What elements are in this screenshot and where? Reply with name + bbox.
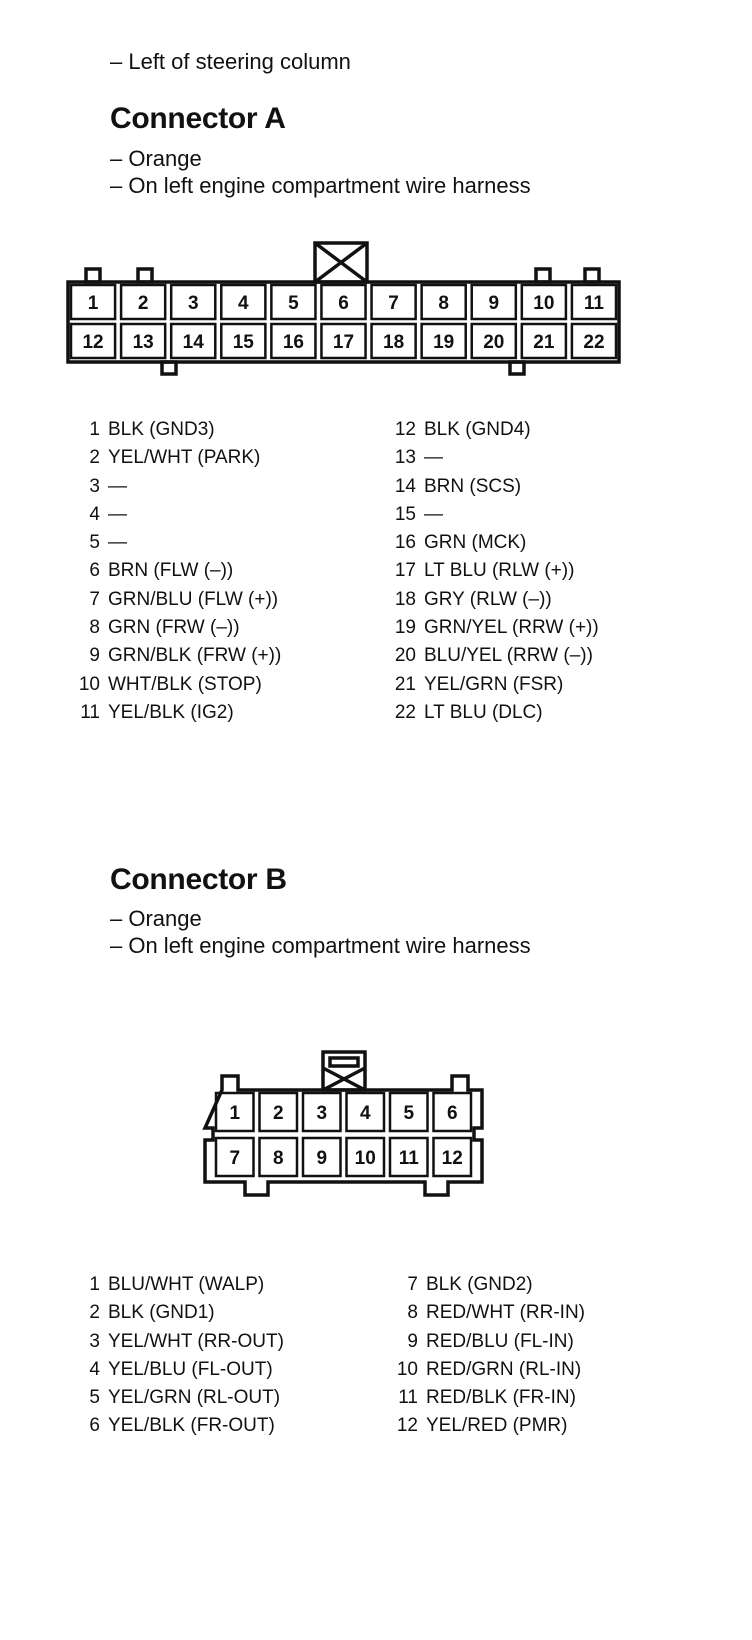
connector-a-tab xyxy=(585,269,599,282)
connector-a-pin-label: 13 xyxy=(132,332,154,353)
pin-description: — xyxy=(424,447,443,469)
pin-description: YEL/BLK (IG2) xyxy=(108,701,234,723)
pin-description: GRN/YEL (RRW (+)) xyxy=(424,617,599,639)
pin-description: YEL/WHT (PARK) xyxy=(108,447,261,469)
pin-number: 4 xyxy=(89,1358,100,1380)
connector-a-key xyxy=(162,362,176,374)
connector-a-pin-label: 2 xyxy=(137,293,149,314)
connector-b-pin-label: 3 xyxy=(316,1103,328,1124)
pin-number: 20 xyxy=(394,645,416,667)
connector-b-pin-label: 9 xyxy=(316,1148,328,1169)
pin-number: 11 xyxy=(80,701,100,723)
pin-description: YEL/RED (PMR) xyxy=(426,1415,568,1437)
connector-b-title: Connector B xyxy=(110,863,287,896)
pin-number: 22 xyxy=(394,701,416,723)
pin-number: 6 xyxy=(89,560,100,582)
pin-number: 2 xyxy=(89,447,100,469)
pin-row xyxy=(74,642,281,670)
pin-number: 2 xyxy=(89,1302,100,1324)
pin-row xyxy=(74,444,281,472)
pin-row xyxy=(392,529,599,557)
pin-number: 14 xyxy=(394,475,416,497)
pin-description: GRN/BLK (FRW (+)) xyxy=(108,645,282,667)
pin-number: 13 xyxy=(394,447,416,469)
pin-row xyxy=(392,614,599,642)
pin-row xyxy=(74,557,281,585)
pin-description: GRN (FRW (–)) xyxy=(108,617,240,639)
connector-b-pin-label: 1 xyxy=(229,1103,241,1124)
pin-description: — xyxy=(108,532,127,554)
connector-b-pin-label: 10 xyxy=(354,1148,376,1169)
connector-a-tab xyxy=(86,269,100,282)
connector-a-key xyxy=(510,362,524,374)
pin-row xyxy=(86,1299,284,1327)
pin-row xyxy=(86,1328,284,1356)
connector-a-pin-label: 11 xyxy=(583,293,605,314)
connector-b-pin-label: 2 xyxy=(272,1103,284,1124)
pin-description: GRY (RLW (–)) xyxy=(424,588,552,610)
pin-row xyxy=(74,416,281,444)
pin-number: 5 xyxy=(89,532,100,554)
pin-row xyxy=(74,501,281,529)
pin-number: 18 xyxy=(394,588,416,610)
connector-b-pins-left xyxy=(86,1271,284,1441)
pin-number: 1 xyxy=(89,1274,100,1295)
connector-b-pin-label: 11 xyxy=(398,1148,419,1169)
pin-description: WHT/BLK (STOP) xyxy=(108,673,262,695)
connector-a-pin-label: 6 xyxy=(338,293,349,314)
pin-description: RED/BLU (FL-IN) xyxy=(426,1330,574,1352)
connector-b-note-location: – On left engine compartment wire harness xyxy=(110,933,531,958)
connector-b-diagram xyxy=(0,1040,752,1210)
pin-description: LT BLU (RLW (+)) xyxy=(424,560,575,582)
pin-number: 1 xyxy=(89,419,100,440)
connector-a-title: Connector A xyxy=(110,102,286,135)
connector-b-pin-label: 12 xyxy=(441,1148,463,1169)
pin-description: YEL/GRN (RL-OUT) xyxy=(108,1387,281,1409)
pin-number: 3 xyxy=(89,1330,100,1352)
pin-number: 9 xyxy=(407,1330,418,1352)
connector-a-lock-cross xyxy=(315,243,367,282)
pin-row xyxy=(74,529,281,557)
connector-a-pins-left xyxy=(74,416,281,727)
connector-a-pin-label: 16 xyxy=(282,332,304,353)
pin-number: 17 xyxy=(394,560,416,582)
pin-row xyxy=(74,586,281,614)
connector-a-pin-label: 7 xyxy=(388,293,399,314)
pin-row xyxy=(392,444,599,472)
connector-b-pin-label: 8 xyxy=(272,1148,284,1169)
connector-a-pin-label: 21 xyxy=(533,332,555,353)
pin-number: 8 xyxy=(407,1302,418,1324)
pin-number: 10 xyxy=(78,673,100,695)
connector-a-diagram xyxy=(0,0,752,400)
pin-description: — xyxy=(108,475,127,497)
connector-a-pin-label: 19 xyxy=(433,332,455,353)
pin-description: YEL/WHT (RR-OUT) xyxy=(108,1330,284,1352)
pin-row xyxy=(74,671,281,699)
connector-a-pin-label: 4 xyxy=(238,293,249,314)
pin-description: LT BLU (DLC) xyxy=(424,701,543,723)
pin-row xyxy=(392,1412,585,1440)
pin-description: GRN (MCK) xyxy=(424,532,527,554)
pin-number: 8 xyxy=(89,617,100,639)
pin-number: 21 xyxy=(394,673,416,695)
pin-description: YEL/BLU (FL-OUT) xyxy=(108,1358,273,1380)
pin-description: BLU/YEL (RRW (–)) xyxy=(424,645,593,667)
pin-row xyxy=(74,614,281,642)
pin-number: 15 xyxy=(394,503,416,525)
location-note: – Left of steering column xyxy=(110,49,351,74)
connector-b-pin-label: 4 xyxy=(359,1103,371,1124)
connector-a-pin-label: 15 xyxy=(232,332,254,353)
pin-description: GRN/BLU (FLW (+)) xyxy=(108,588,279,610)
connector-a-pin-label: 9 xyxy=(488,293,500,314)
connector-a-pin-label: 20 xyxy=(483,332,505,353)
pin-number: 7 xyxy=(407,1274,418,1295)
connector-a-pin-label: 12 xyxy=(82,332,104,353)
connector-b-note-color: – Orange xyxy=(110,906,202,931)
pin-row xyxy=(392,1271,585,1299)
pin-row xyxy=(392,1328,585,1356)
connector-b-lock-cross xyxy=(323,1068,365,1090)
pin-row xyxy=(74,699,281,727)
pin-number: 5 xyxy=(89,1387,100,1409)
pin-row xyxy=(74,473,281,501)
pin-number: 11 xyxy=(398,1387,418,1409)
pin-number: 10 xyxy=(396,1358,418,1380)
connector-a-pin-label: 10 xyxy=(533,293,555,314)
pin-row xyxy=(392,1384,585,1412)
connector-a-pin-label: 5 xyxy=(288,293,299,314)
pin-description: BLU/WHT (WALP) xyxy=(108,1274,265,1295)
connector-b-pin-label: 7 xyxy=(229,1148,241,1169)
pin-number: 16 xyxy=(394,532,416,554)
pin-row xyxy=(86,1356,284,1384)
pin-number: 4 xyxy=(89,503,100,525)
pin-description: BRN (FLW (–)) xyxy=(108,560,234,582)
connector-b-pins-right xyxy=(392,1271,585,1441)
connector-a-pin-label: 17 xyxy=(332,332,355,353)
pin-description: BLK (GND1) xyxy=(108,1302,215,1324)
connector-b-lock-latch xyxy=(330,1058,358,1066)
connector-a-tab xyxy=(138,269,152,282)
connector-a-pin-label: 22 xyxy=(583,332,605,353)
pin-description: YEL/BLK (FR-OUT) xyxy=(108,1415,275,1437)
pin-number: 12 xyxy=(394,419,416,440)
connector-a-note-color: – Orange xyxy=(110,146,202,171)
connector-a-note-location: – On left engine compartment wire harness xyxy=(110,173,531,198)
connector-a-pin-label: 14 xyxy=(182,332,204,353)
pin-number: 6 xyxy=(89,1415,100,1437)
pin-row xyxy=(86,1412,284,1440)
pin-description: BLK (GND3) xyxy=(108,419,215,440)
pin-row xyxy=(392,699,599,727)
pin-description: BLK (GND4) xyxy=(424,419,531,440)
pin-number: 19 xyxy=(394,617,416,639)
connector-a-pin-label: 8 xyxy=(438,293,449,314)
pin-row xyxy=(392,671,599,699)
pin-description: YEL/GRN (FSR) xyxy=(424,673,564,695)
pin-description: BRN (SCS) xyxy=(424,475,522,497)
pin-row xyxy=(392,642,599,670)
pin-row xyxy=(392,1356,585,1384)
connector-a-pin-label: 18 xyxy=(383,332,405,353)
pin-row xyxy=(392,501,599,529)
pin-row xyxy=(392,557,599,585)
pin-description: — xyxy=(424,503,443,525)
connector-a-pins-right xyxy=(392,416,599,727)
pin-description: RED/BLK (FR-IN) xyxy=(426,1387,576,1409)
pin-number: 7 xyxy=(89,588,100,610)
pin-row xyxy=(86,1384,284,1412)
pin-description: — xyxy=(108,503,127,525)
pin-row xyxy=(86,1271,284,1299)
pin-number: 12 xyxy=(396,1415,418,1437)
connector-b-pin-label: 5 xyxy=(403,1103,415,1124)
pin-row xyxy=(392,473,599,501)
pin-number: 3 xyxy=(89,475,100,497)
pin-description: BLK (GND2) xyxy=(426,1274,533,1295)
connector-a-pin-label: 1 xyxy=(87,293,99,314)
pin-row xyxy=(392,586,599,614)
pin-description: RED/WHT (RR-IN) xyxy=(426,1302,586,1324)
pin-row xyxy=(392,1299,585,1327)
connector-b-pin-label: 6 xyxy=(446,1103,458,1124)
pin-description: RED/GRN (RL-IN) xyxy=(426,1358,582,1380)
pin-row xyxy=(392,416,599,444)
pin-number: 9 xyxy=(89,645,100,667)
connector-a-pin-label: 3 xyxy=(187,293,199,314)
connector-a-tab xyxy=(536,269,550,282)
